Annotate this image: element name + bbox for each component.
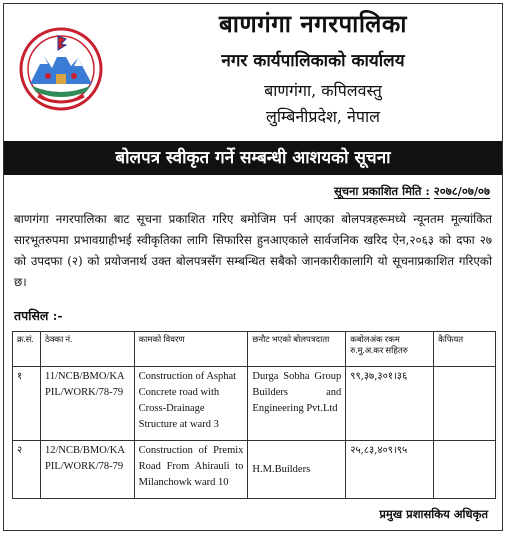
cell-amount: ९९,३७,३०१।३६	[346, 367, 434, 441]
cell-sn: १	[13, 367, 41, 441]
cell-sn: २	[13, 441, 41, 499]
cell-bidder: H.M.Builders	[248, 441, 346, 499]
tapasil-label: तपसिल :-	[14, 308, 63, 323]
signature-title: प्रमुख प्रशासकिय अधिकृत	[379, 507, 488, 521]
publication-date	[334, 184, 490, 199]
publication-date-label: सूचना प्रकाशित मिति :	[333, 184, 430, 198]
bid-table	[12, 331, 496, 499]
header-sn: क्र.सं.	[13, 332, 41, 367]
cell-contract-no: 12/NCB/BMO/KAPIL/WORK/78-79	[40, 441, 134, 499]
municipality-name: बाणगंगा नगरपालिका	[219, 9, 407, 38]
address-line-1: बाणगंगा, कपिलवस्तु	[264, 81, 382, 100]
notice-title-banner: बोलपत्र स्वीकृत गर्ने सम्बन्धी आशयको सूचना	[4, 141, 502, 175]
header-amount: कबोलअंक रकम रु.मु.अ.कर सहितरु	[346, 332, 434, 367]
cell-contract-no: 11/NCB/BMO/KAPIL/WORK/78-79	[40, 367, 134, 441]
publication-date-value: २०७८/०७/०७	[433, 184, 490, 198]
notice-body: बाणगंगा नगरपालिका बाट सूचना प्रकाशित गरिए बमोजिम पर्न आएका बोलपत्रहरूमध्ये न्यूनतम मूल्यांकित सारभूतरुपमा प्रभावग्राहीभई स्वीकृतिका लागि सिफारिस हुनआएकाले सार्वजनिक खरिद ऐन,२०६३ को दफा २७ को उपदफा (२) को प्रयोजनार्थ उक्त बोलपत्रसँग सम्बन्धित सबैको जानकारीकालागि यो सूचनाप्रकाशित गरिएको छ।	[14, 212, 492, 289]
office-name: नगर कार्यपालिकाको कार्यालय	[221, 51, 405, 71]
header	[4, 4, 502, 139]
address-line-2: लुम्बिनीप्रदेश, नेपाल	[266, 107, 380, 126]
cell-amount: २५,८३,४०९।९५	[346, 441, 434, 499]
cell-bidder: Durga Sobha Group Builders and Engineering Pvt.Ltd	[248, 367, 346, 441]
header-bidder: छनौट भएको बोलपत्रदाता	[248, 332, 346, 367]
table-row	[13, 441, 496, 499]
cell-remarks	[434, 367, 496, 441]
notice-frame	[3, 3, 503, 531]
cell-remarks	[434, 441, 496, 499]
cell-description: Construction of Asphat Concrete road with Cross-Drainage Structure at ward 3	[134, 367, 248, 441]
header-description: कामको विवरण	[134, 332, 248, 367]
header-contract-no: ठेक्का नं.	[40, 332, 134, 367]
header-remarks: कैफियत	[434, 332, 496, 367]
cell-description: Construction of Premix Road From Ahirauli to Milanchowk ward 10	[134, 441, 248, 499]
table-header-row	[13, 332, 496, 367]
table-row	[13, 367, 496, 441]
